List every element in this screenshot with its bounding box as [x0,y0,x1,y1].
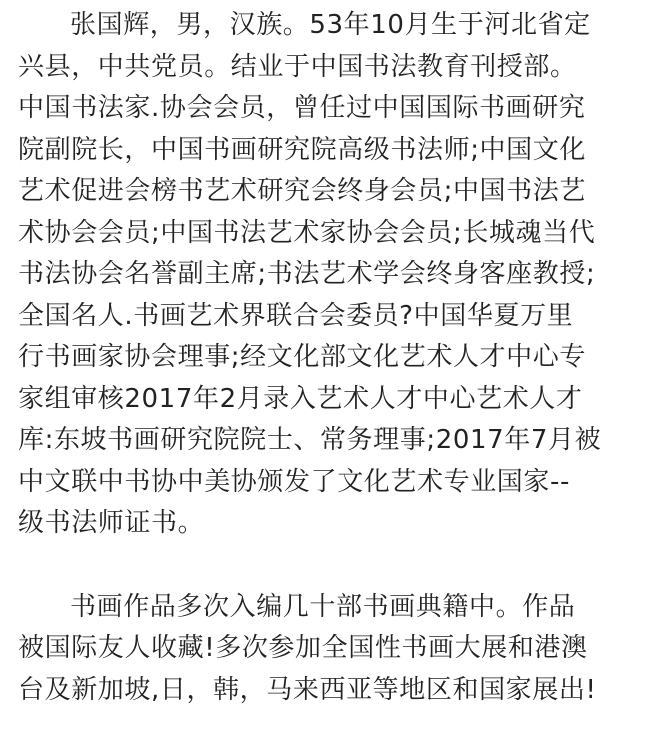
text-line: 书法协会名誉副主席;书法艺术学会终身客座教授; [18,259,596,289]
text-line: 院副院长，中国书画研究院高级书法师;中国文化 [18,134,586,165]
text-line: 中国书法家.协会会员，曾任过中国国际书画研究 [18,93,586,123]
paragraph-spacer [18,545,643,587]
text-line: 台及新加坡,日，韩，马来西亚等地区和国家展出! [18,674,597,705]
text-line: 艺术促进会榜书艺术研究会终身会员;中国书法艺 [18,176,586,206]
text-line: 兴县，中共党员。结业于中国书法教育刊授部。 [18,51,577,82]
paragraph-works [18,587,643,712]
text-line: 张国辉，男，汉族。53年10月生于河北省定 [70,10,591,40]
text-line: 书画作品多次入编几十部书画典籍中。作品 [70,591,576,622]
text-line: 被国际友人收藏!多次参加全国性书画大展和港澳 [18,633,588,663]
text-line: 库:东坡书画研究院院士、常务理事;2017年7月被 [18,425,602,455]
text-line: 术协会会员;中国书法艺术家协会会员;长城魂当代 [18,217,596,248]
text-line: 中文联中书协中美协颁发了文化艺术专业国家-- [18,466,570,497]
text-line: 行书画家协会理事;经文化部文化艺术人才中心专 [18,342,586,372]
paragraph-biography [18,5,643,545]
text-line: 全国名人.书画艺术界联合会委员?中国华夏万里 [18,300,574,331]
text-line: 家组审核2017年2月录入艺术人才中心艺术人才 [18,383,583,414]
text-line: 级书法师证书。 [18,508,205,538]
